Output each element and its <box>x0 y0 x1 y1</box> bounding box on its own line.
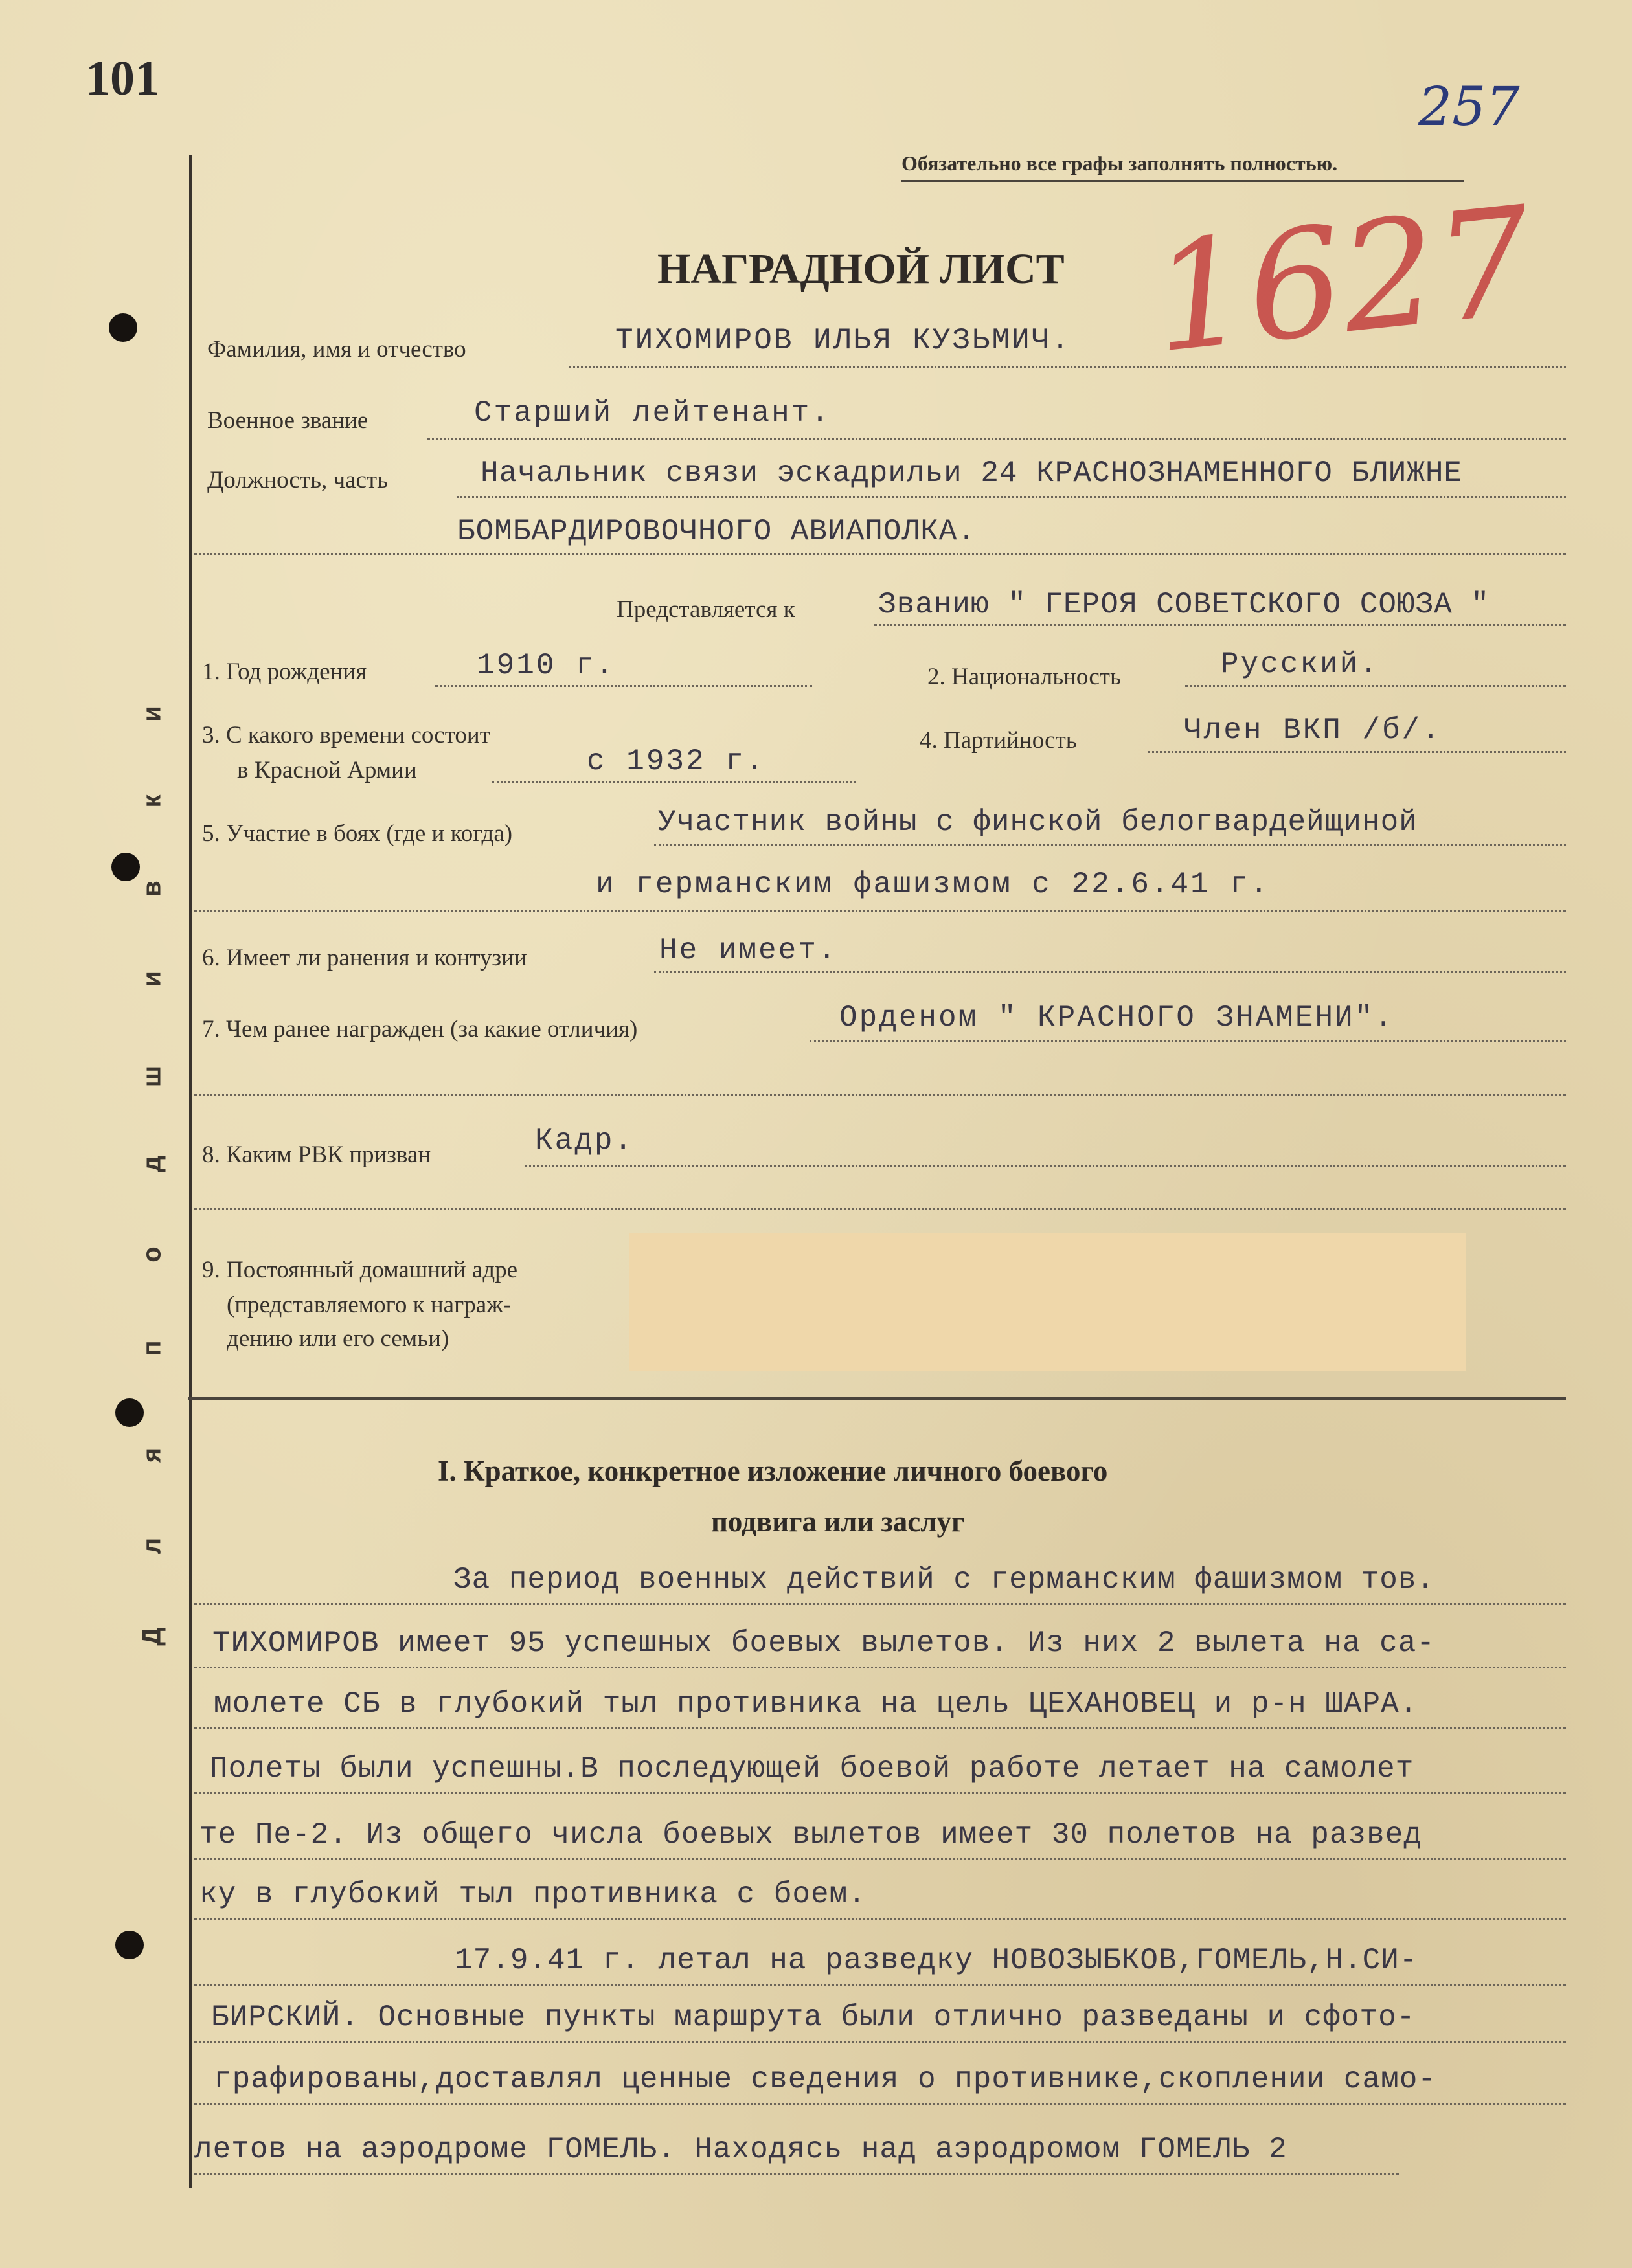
notice-underline <box>901 180 1464 182</box>
binding-hole <box>109 313 137 342</box>
battles-value-continued: и германским фашизмом с 22.6.41 г. <box>596 868 1270 901</box>
nationality-label: 2. Национальность <box>927 664 1121 690</box>
side-caption-letter: Д <box>137 1627 166 1646</box>
side-caption-letter: о <box>137 1246 166 1263</box>
narrative-line: БИРСКИЙ. Основные пункты маршрута были отлично разведаны и сфото- <box>211 2001 1416 2034</box>
page-number: 257 <box>1418 76 1520 138</box>
side-caption-letter: я <box>137 1447 166 1463</box>
battles-value: Участник войны с финской белогвардейщиной <box>658 805 1418 839</box>
birth-year-value: 1910 г. <box>477 649 616 682</box>
address-label-2: (представляемого к награж- <box>227 1292 512 1318</box>
document-title: НАГРАДНОЙ ЛИСТ <box>657 245 1065 293</box>
previous-awards-label: 7. Чем ранее награжден (за какие отличия) <box>202 1016 638 1042</box>
section-divider <box>188 1397 1566 1400</box>
side-caption-letter: к <box>137 794 166 808</box>
battles-line <box>654 844 1566 846</box>
party-line <box>1148 751 1566 753</box>
narrative-rule <box>194 2173 1399 2175</box>
side-caption-letter: и <box>137 971 166 987</box>
side-caption-letter: п <box>137 1340 166 1356</box>
margin-line <box>189 155 192 2188</box>
narrative-rule <box>194 1918 1566 1920</box>
narrative-rule <box>194 1858 1566 1860</box>
position-value-continued: БОМБАРДИРОВОЧНОГО АВИАПОЛКА. <box>457 515 976 548</box>
narrative-line: 17.9.41 г. летал на разведку НОВОЗЫБКОВ,ГОМЕЛЬ,Н.СИ- <box>455 1944 1418 1977</box>
name-label: Фамилия, имя и отчество <box>207 336 466 363</box>
wounds-line <box>654 971 1566 973</box>
address-label: 9. Постоянный домашний адре <box>202 1257 518 1283</box>
battles-label: 5. Участие в боях (где и когда) <box>202 820 513 847</box>
position-line-2 <box>194 553 1566 555</box>
narrative-rule <box>194 1792 1566 1794</box>
side-caption-letter: и <box>137 706 166 722</box>
army-since-value: с 1932 г. <box>587 745 765 778</box>
wounds-label: 6. Имеет ли ранения и контузии <box>202 945 527 971</box>
narrative-rule <box>194 2041 1566 2043</box>
binding-hole <box>115 1398 144 1427</box>
narrative-rule <box>194 1667 1566 1668</box>
rvk-label: 8. Каким РВК призван <box>202 1141 431 1168</box>
position-line <box>457 496 1566 498</box>
nominated-value: Званию " ГЕРОЯ СОВЕТСКОГО СОЮЗА " <box>878 588 1490 622</box>
nominated-label: Представляется к <box>617 596 795 623</box>
rvk-value: Кадр. <box>535 1124 635 1158</box>
narrative-rule <box>194 2103 1566 2105</box>
section-heading-2: подвига или заслуг <box>711 1505 965 1538</box>
nationality-value: Русский. <box>1221 647 1379 681</box>
army-since-line <box>492 781 856 783</box>
name-line <box>569 366 1566 368</box>
narrative-line: молете СБ в глубокий тыл противника на цель ЦЕХАНОВЕЦ и р-н ШАРА. <box>214 1687 1418 1721</box>
narrative-line: летов на аэродроме ГОМЕЛЬ. Находясь над аэродромом ГОМЕЛЬ 2 <box>194 2133 1287 2166</box>
previous-awards-line-2 <box>194 1094 1566 1096</box>
wounds-value: Не имеет. <box>659 934 838 967</box>
name-value: ТИХОМИРОВ ИЛЬЯ КУЗЬМИЧ. <box>615 324 1071 357</box>
section-heading: I. Краткое, конкретное изложение личного боевого <box>438 1455 1108 1487</box>
narrative-line: те Пе-2. Из общего числа боевых вылетов имеет 30 полетов на развед <box>199 1818 1422 1852</box>
rvk-line <box>525 1165 1566 1167</box>
narrative-rule <box>194 1603 1566 1605</box>
rank-line <box>427 438 1566 440</box>
battles-line-2 <box>194 910 1566 912</box>
side-caption-letter: л <box>137 1537 166 1555</box>
rvk-line-2 <box>194 1208 1566 1210</box>
redacted-address <box>629 1233 1466 1371</box>
binding-hole <box>111 853 140 881</box>
party-label: 4. Партийность <box>920 727 1077 754</box>
birth-year-label: 1. Год рождения <box>202 658 367 685</box>
narrative-line: графированы,доставлял ценные сведения о противнике,скоплении само- <box>214 2063 1436 2096</box>
army-since-label: 3. С какого времени состоит <box>202 722 490 748</box>
narrative-line: ку в глубокий тыл противника с боем. <box>199 1878 867 1911</box>
nationality-line <box>1185 685 1566 687</box>
nominated-line <box>874 624 1566 626</box>
fill-notice: Обязательно все графы заполнять полностью. <box>901 152 1338 175</box>
birth-year-line <box>435 685 812 687</box>
party-value: Член ВКП /б/. <box>1184 713 1442 747</box>
archive-corner-number: 101 <box>85 51 159 106</box>
narrative-line: ТИХОМИРОВ имеет 95 успешных боевых вылетов. Из них 2 вылета на са- <box>212 1626 1435 1660</box>
side-caption-letter: ш <box>137 1065 166 1088</box>
narrative-line: Полеты были успешны.В последующей боевой работе летает на самолет <box>210 1752 1414 1786</box>
address-label-3: дению или его семьи) <box>227 1325 449 1352</box>
rank-value: Старший лейтенант. <box>474 396 831 430</box>
binding-hole <box>115 1931 144 1959</box>
position-label: Должность, часть <box>207 467 388 493</box>
side-caption-letter: в <box>137 881 166 897</box>
previous-awards-value: Орденом " КРАСНОГО ЗНАМЕНИ". <box>839 1001 1394 1035</box>
red-registration-number: 1627 <box>1144 175 1540 387</box>
narrative-rule <box>194 1727 1566 1729</box>
narrative-line: За период военных действий с германским фашизмом тов. <box>453 1563 1436 1597</box>
narrative-rule <box>194 1984 1566 1986</box>
position-value: Начальник связи эскадрильи 24 КРАСНОЗНАМЕННОГО БЛИЖНЕ <box>481 456 1463 490</box>
side-caption-letter: д <box>137 1155 166 1173</box>
previous-awards-line <box>810 1040 1566 1042</box>
army-since-label-2: в Красной Армии <box>237 757 417 783</box>
rank-label: Военное звание <box>207 407 368 434</box>
